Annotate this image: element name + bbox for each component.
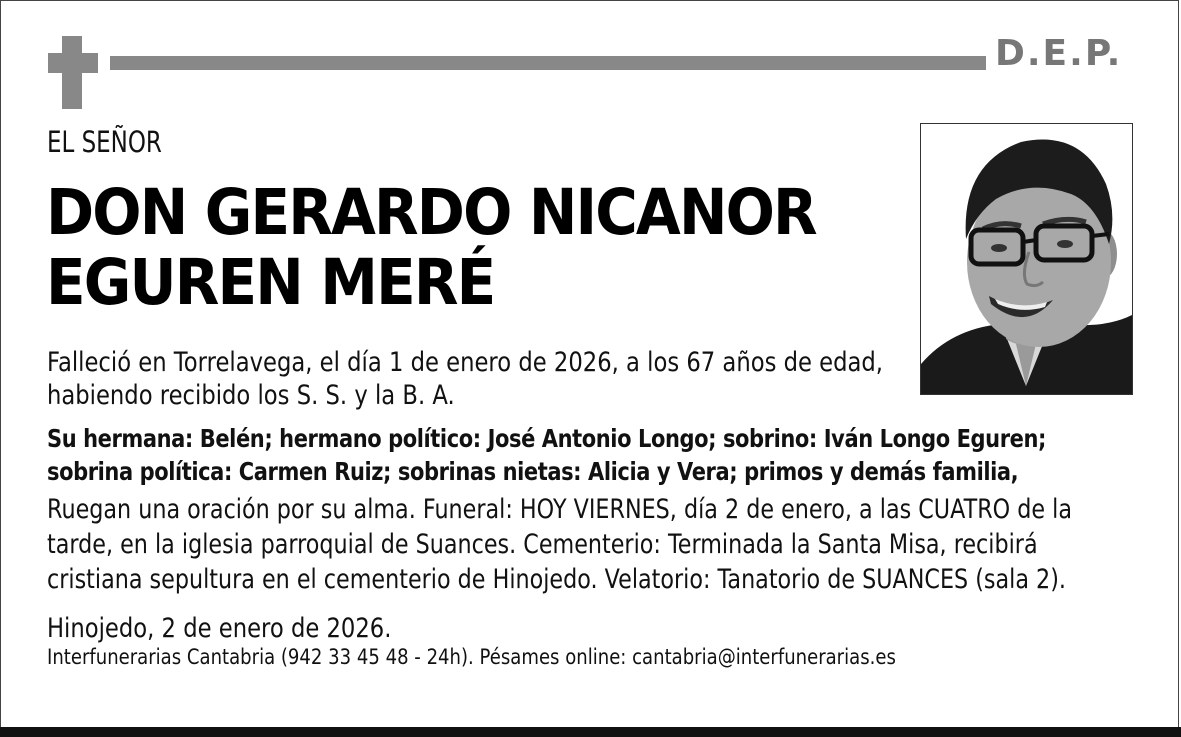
service-details-line3: cristiana sepultura en el cementerio de Hinojedo. Velatorio: Tanatorio de SUANCES (sala 2).	[47, 564, 1066, 595]
death-notice	[47, 346, 883, 412]
death-notice-line1: Falleció en Torrelavega, el día 1 de enero de 2026, a los 67 años de edad,	[47, 347, 884, 378]
portrait-photo-icon	[921, 124, 1133, 395]
portrait-photo	[920, 123, 1133, 395]
family-list	[47, 422, 1046, 488]
title-intro: EL SEÑOR	[47, 125, 162, 159]
bottom-border	[0, 727, 1181, 737]
funeral-agency: Interfunerarias Cantabria (942 33 45 48 - 24h). Pésames online: cantabria@interfunerarias.es	[47, 645, 896, 670]
dep-label: D.E.P.	[995, 33, 1123, 74]
death-notice-line2: habiendo recibido los S. S. y la B. A.	[47, 380, 455, 411]
deceased-name	[46, 178, 816, 318]
cross-icon-bar	[48, 53, 98, 73]
service-details-line1: Ruegan una oración por su alma. Funeral: HOY VIERNES, día 2 de enero, a las CUATRO de la	[47, 494, 1072, 525]
family-list-line1: Su hermana: Belén; hermano político: José Antonio Longo; sobrino: Iván Longo Eguren;	[47, 424, 1046, 453]
family-list-line2: sobrina política: Carmen Ruiz; sobrinas nietas: Alicia y Vera; primos y demás familia,	[47, 457, 1019, 486]
header-rule	[110, 56, 986, 70]
deceased-name-line1: DON GERARDO NICANOR	[46, 176, 816, 249]
place-date: Hinojedo, 2 de enero de 2026.	[47, 613, 392, 644]
deceased-name-line2: EGUREN MERÉ	[46, 246, 495, 319]
service-details	[47, 492, 1072, 597]
service-details-line2: tarde, en la iglesia parroquial de Suances. Cementerio: Terminada la Santa Misa, recibirá	[47, 529, 1038, 560]
